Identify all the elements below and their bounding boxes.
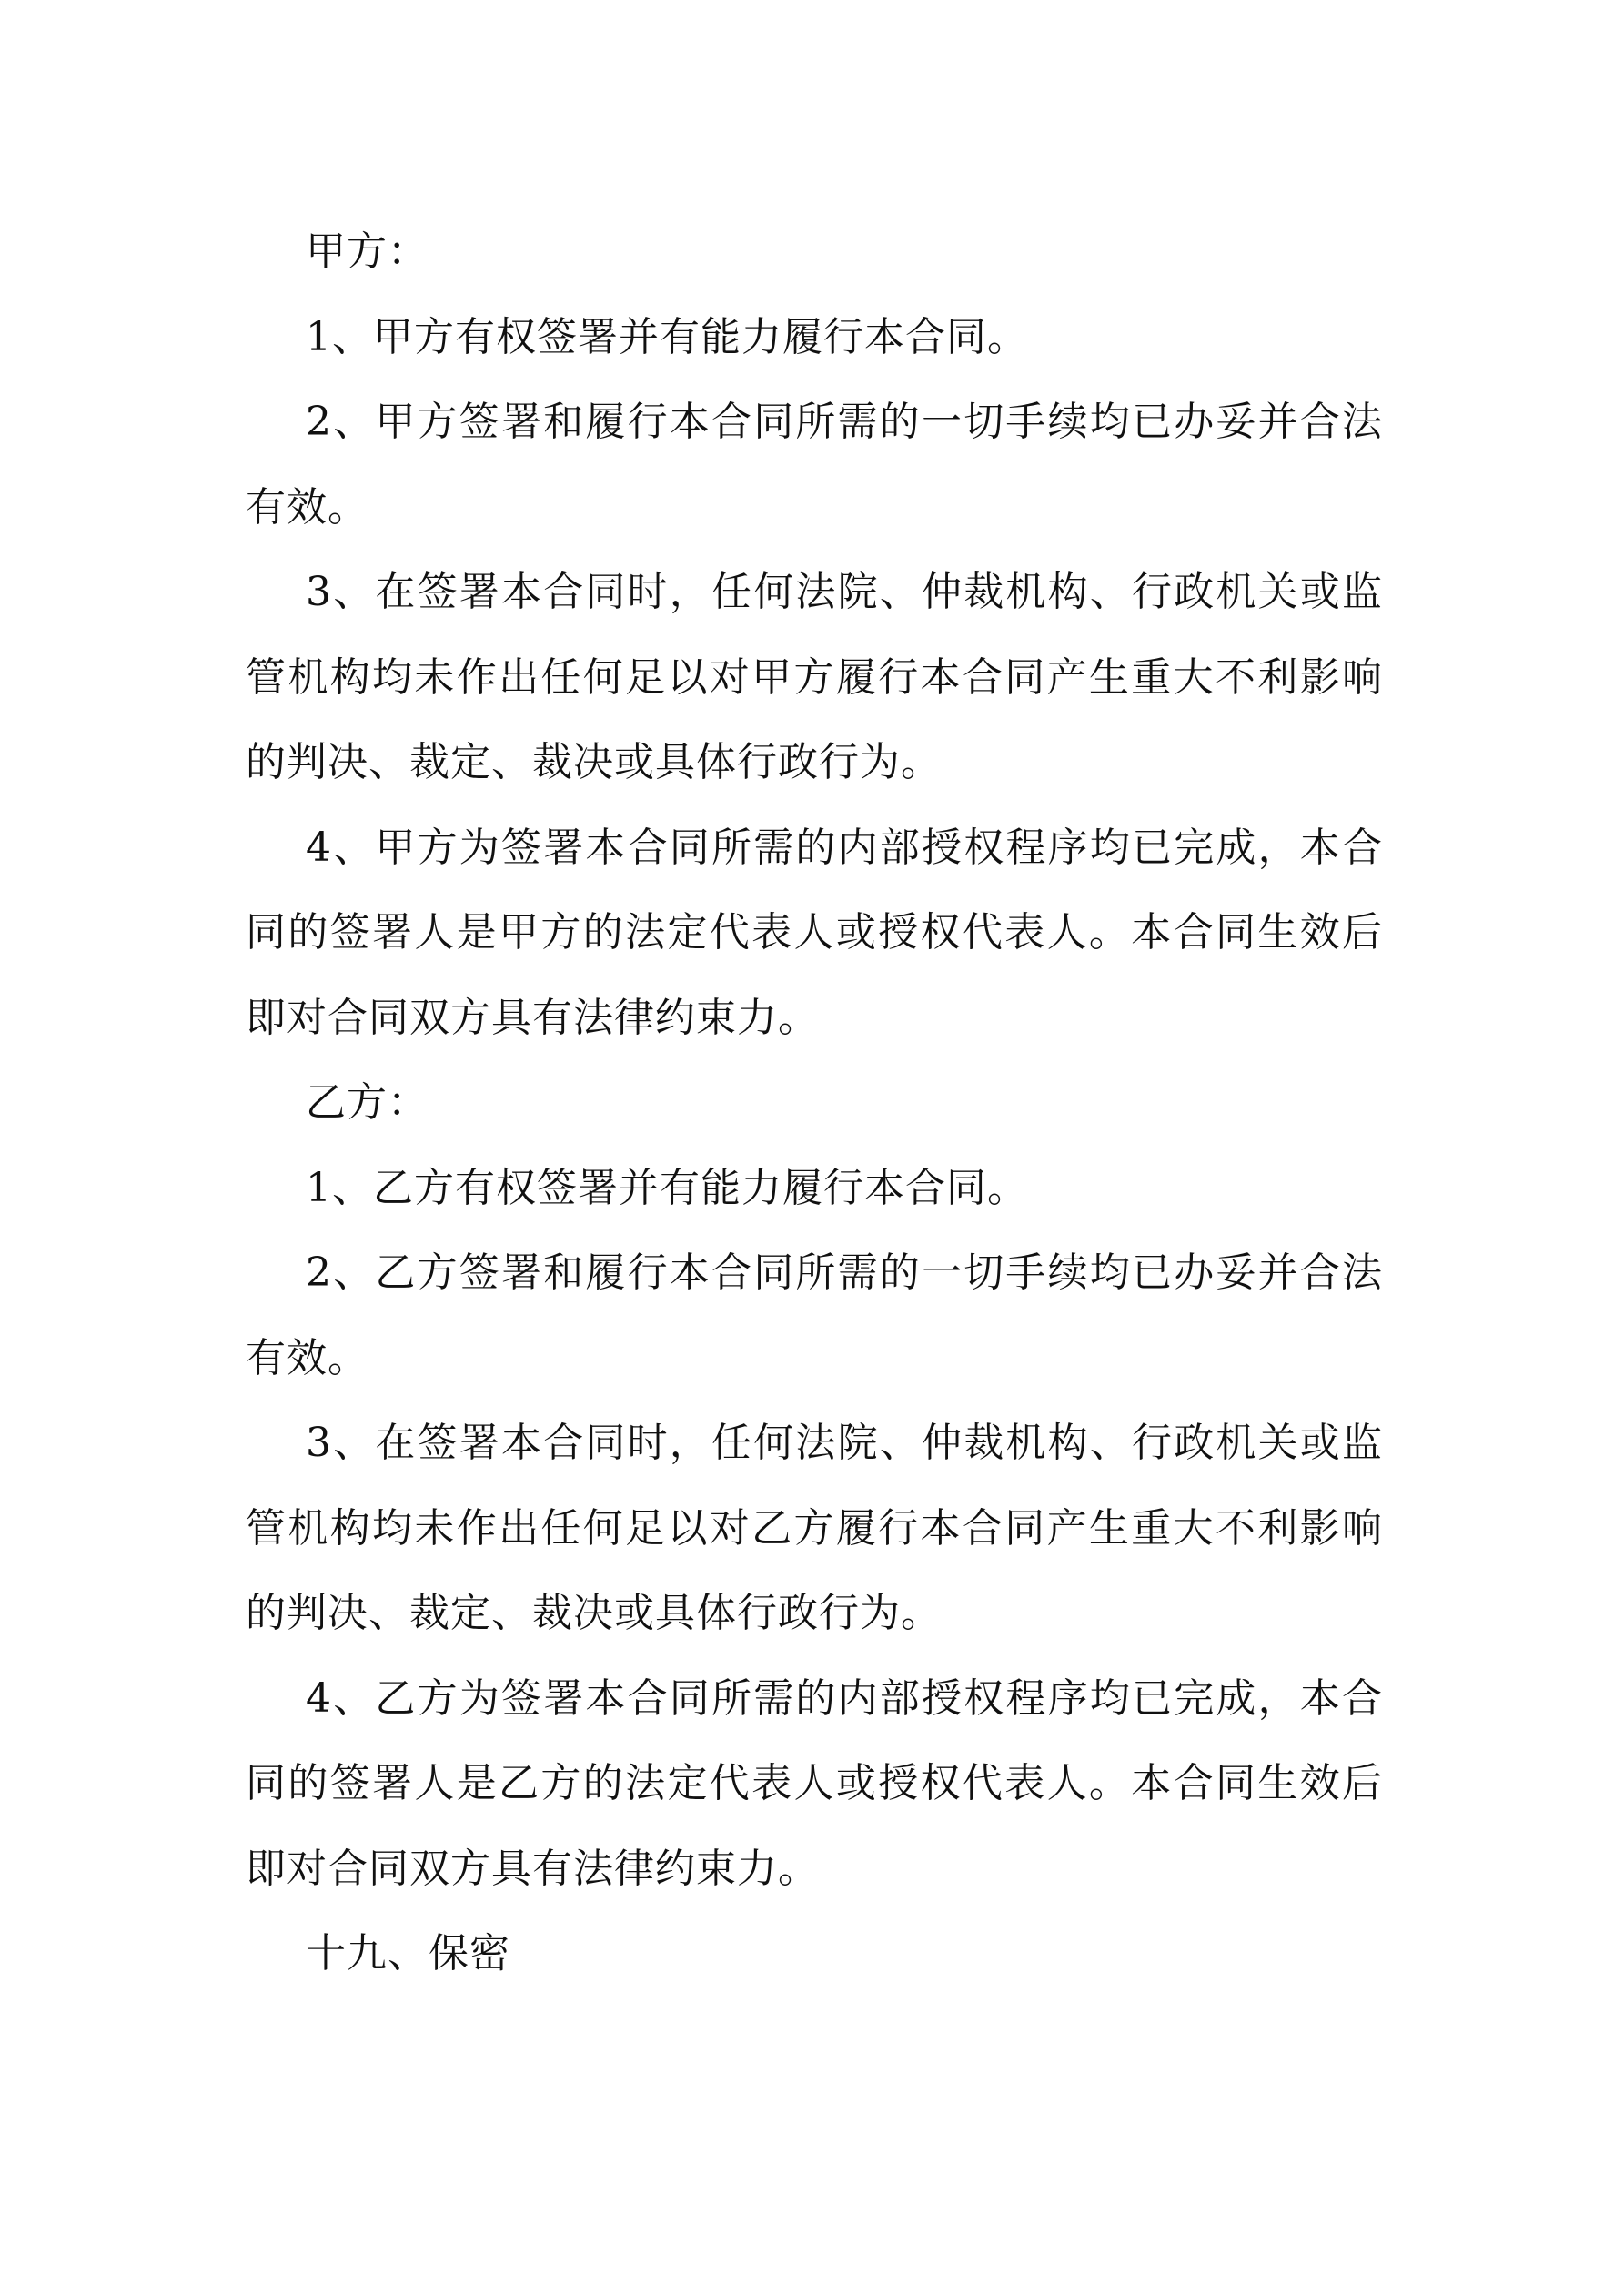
party-b-heading: 乙方： [306, 1079, 429, 1126]
party-a-heading: 甲方： [306, 228, 429, 275]
party-a-clause-3: 3、在签署本合同时，任何法院、仲裁机构、行政机关或监管机构均未作出任何足以对甲方履行本合同产生重大不利影响的判决、裁定、裁决或具体行政行为。 [246, 569, 1383, 785]
party-b-clause-2: 2、乙方签署和履行本合同所需的一切手续均已办妥并合法有效。 [246, 1249, 1383, 1381]
document-body [246, 209, 1383, 1997]
section-heading-confidentiality: 十九、保密 [306, 1930, 510, 1977]
party-b-clause-3: 3、在签署本合同时，任何法院、仲裁机构、行政机关或监管机构均未作出任何足以对乙方履行本合同产生重大不利影响的判决、裁定、裁决或具体行政行为。 [246, 1420, 1383, 1636]
party-b-clause-1: 1、乙方有权签署并有能力履行本合同。 [306, 1164, 1028, 1211]
party-a-clause-2: 2、甲方签署和履行本合同所需的一切手续均已办妥并合法有效。 [246, 399, 1383, 531]
party-a-clause-4: 4、甲方为签署本合同所需的内部授权程序均已完成，本合同的签署人是甲方的法定代表人或授权代表人。本合同生效后即对合同双方具有法律约束力。 [246, 824, 1383, 1041]
party-b-clause-4: 4、乙方为签署本合同所需的内部授权程序均已完成，本合同的签署人是乙方的法定代表人或授权代表人。本合同生效后即对合同双方具有法律约束力。 [246, 1674, 1383, 1892]
party-a-clause-1: 1、甲方有权签署并有能力履行本合同。 [306, 313, 1028, 360]
